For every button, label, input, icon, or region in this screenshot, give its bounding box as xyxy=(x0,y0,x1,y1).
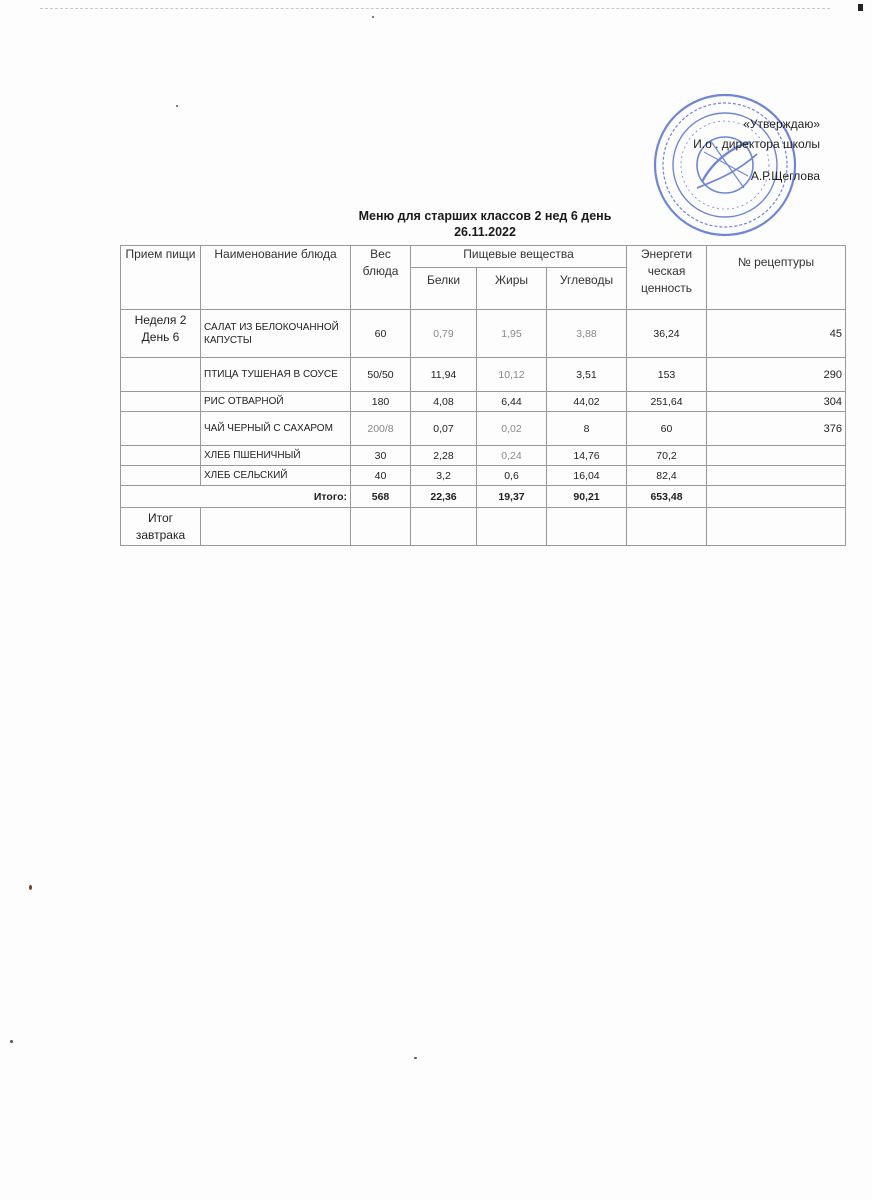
dish-fat: 0,24 xyxy=(477,446,547,466)
page-title xyxy=(300,208,670,240)
dish-fat: 0,6 xyxy=(477,466,547,486)
menu-title: Меню для старших классов 2 нед 6 день xyxy=(358,209,612,223)
dish-weight: 180 xyxy=(351,392,411,412)
summary-empty xyxy=(411,508,477,546)
approval-block xyxy=(620,114,820,186)
meal-cell-empty xyxy=(121,392,201,412)
dish-fat: 10,12 xyxy=(477,358,547,392)
header-nutrients: Пищевые вещества xyxy=(411,246,627,268)
meal-cell-empty xyxy=(121,412,201,446)
dish-energy: 60 xyxy=(627,412,707,446)
meal-cell xyxy=(121,310,201,358)
summary-empty xyxy=(627,508,707,546)
dish-name: ЧАЙ ЧЕРНЫЙ С САХАРОМ xyxy=(201,412,351,446)
menu-date: 26.11.2022 xyxy=(454,225,516,239)
total-carbs: 90,21 xyxy=(547,486,627,508)
dish-energy: 153 xyxy=(627,358,707,392)
scan-speck xyxy=(176,105,178,107)
dish-protein: 0,79 xyxy=(411,310,477,358)
summary-empty xyxy=(547,508,627,546)
dish-recipe: 304 xyxy=(707,392,846,412)
dish-energy: 36,24 xyxy=(627,310,707,358)
total-energy: 653,48 xyxy=(627,486,707,508)
table-row xyxy=(121,392,846,412)
dish-fat: 6,44 xyxy=(477,392,547,412)
dish-weight: 30 xyxy=(351,446,411,466)
summary-row xyxy=(121,508,846,546)
table-row xyxy=(121,310,846,358)
dish-protein: 4,08 xyxy=(411,392,477,412)
dish-carbs: 14,76 xyxy=(547,446,627,466)
dish-fat: 0,02 xyxy=(477,412,547,446)
dish-recipe: 290 xyxy=(707,358,846,392)
scan-speck xyxy=(10,1040,13,1043)
dish-carbs: 44,02 xyxy=(547,392,627,412)
dish-weight: 40 xyxy=(351,466,411,486)
total-recipe-empty xyxy=(707,486,846,508)
dish-carbs: 3,51 xyxy=(547,358,627,392)
dish-energy: 251,64 xyxy=(627,392,707,412)
dish-carbs: 3,88 xyxy=(547,310,627,358)
scan-speck xyxy=(372,16,374,18)
dish-carbs: 16,04 xyxy=(547,466,627,486)
dish-recipe xyxy=(707,446,846,466)
dish-recipe: 376 xyxy=(707,412,846,446)
dish-protein: 2,28 xyxy=(411,446,477,466)
header-carbs: Углеводы xyxy=(547,268,627,310)
meal-cell-empty xyxy=(121,358,201,392)
total-protein: 22,36 xyxy=(411,486,477,508)
header-weight: Вес блюда xyxy=(351,246,411,310)
dish-protein: 11,94 xyxy=(411,358,477,392)
dish-carbs: 8 xyxy=(547,412,627,446)
header-energy: Энергети ческая ценность xyxy=(627,246,707,310)
summary-empty xyxy=(351,508,411,546)
header-meal: Прием пищи xyxy=(121,246,201,310)
table-row xyxy=(121,412,846,446)
menu-table xyxy=(120,245,846,546)
dish-recipe xyxy=(707,466,846,486)
table-row xyxy=(121,466,846,486)
scan-top-edge xyxy=(40,8,830,9)
dish-name: ПТИЦА ТУШЕНАЯ В СОУСЕ xyxy=(201,358,351,392)
dish-name: РИС ОТВАРНОЙ xyxy=(201,392,351,412)
table-row xyxy=(121,358,846,392)
meal-day: День 6 xyxy=(141,330,180,344)
header-protein: Белки xyxy=(411,268,477,310)
dish-protein: 0,07 xyxy=(411,412,477,446)
dish-name: ХЛЕБ СЕЛЬСКИЙ xyxy=(201,466,351,486)
meal-week: Неделя 2 xyxy=(134,313,187,327)
total-row xyxy=(121,486,846,508)
dish-recipe: 45 xyxy=(707,310,846,358)
dish-name: ХЛЕБ ПШЕНИЧНЫЙ xyxy=(201,446,351,466)
dish-weight: 50/50 xyxy=(351,358,411,392)
summary-empty xyxy=(707,508,846,546)
summary-empty xyxy=(477,508,547,546)
approval-position: И.о . директора школы xyxy=(693,137,820,151)
header-fat: Жиры xyxy=(477,268,547,310)
total-weight: 568 xyxy=(351,486,411,508)
meal-cell-empty xyxy=(121,466,201,486)
dish-weight: 200/8 xyxy=(351,412,411,446)
total-fat: 19,37 xyxy=(477,486,547,508)
meal-cell-empty xyxy=(121,446,201,466)
table-row xyxy=(121,446,846,466)
dish-energy: 70,2 xyxy=(627,446,707,466)
scan-speck xyxy=(414,1057,417,1059)
total-label: Итого: xyxy=(121,486,351,508)
dish-protein: 3,2 xyxy=(411,466,477,486)
scan-speck xyxy=(29,885,32,890)
summary-empty xyxy=(201,508,351,546)
scan-corner-mark xyxy=(858,4,863,11)
approval-heading: «Утверждаю» xyxy=(743,117,820,131)
approval-signature: А.Р.Щеглова xyxy=(750,169,820,183)
dish-weight: 60 xyxy=(351,310,411,358)
header-recipe: № рецептуры xyxy=(707,246,846,310)
dish-name: САЛАТ ИЗ БЕЛОКОЧАННОЙ КАПУСТЫ xyxy=(201,310,351,358)
summary-label: Итог завтрака xyxy=(121,508,201,546)
dish-fat: 1,95 xyxy=(477,310,547,358)
dish-energy: 82,4 xyxy=(627,466,707,486)
header-dish: Наименование блюда xyxy=(201,246,351,310)
